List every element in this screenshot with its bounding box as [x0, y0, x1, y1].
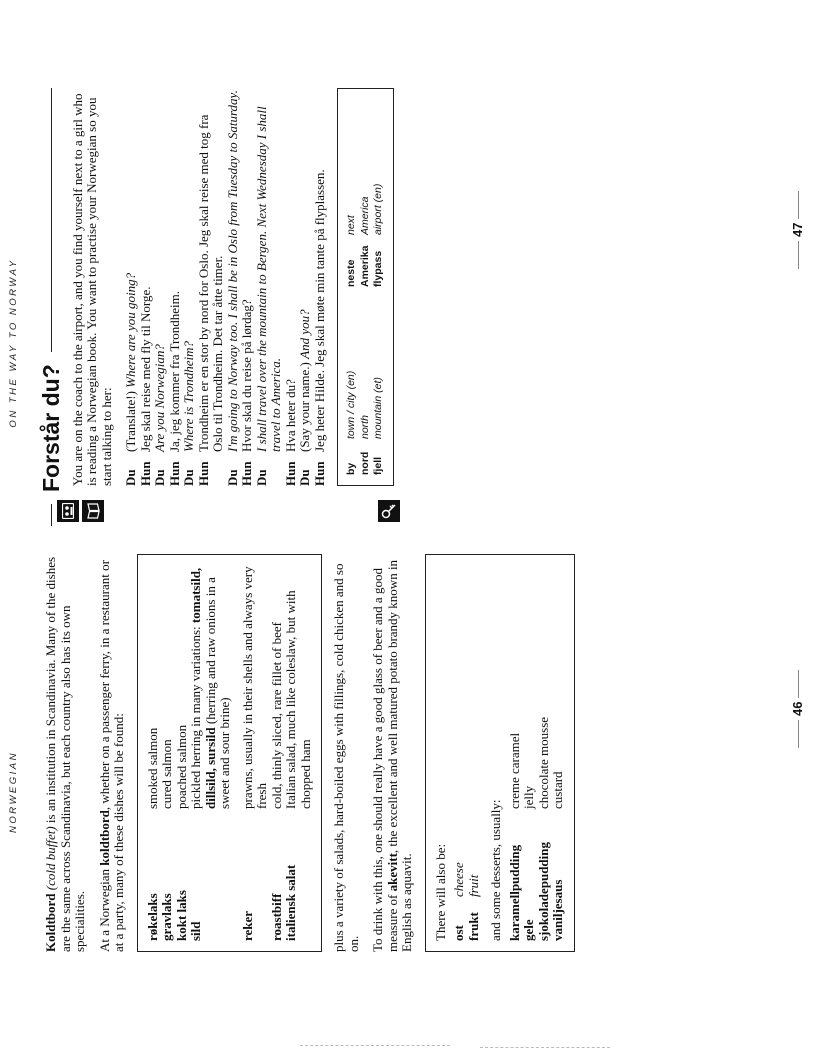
vocab-term: Amerika: [358, 245, 371, 287]
cassette-icon: [57, 500, 79, 522]
drink-text-after: , the excellent and well matured potato brandy known in English as aquavit.: [384, 559, 414, 952]
speech: Jeg skal reise med fly til Norge.: [137, 286, 153, 452]
drink-paragraph: [371, 554, 415, 952]
dish-term: italiensk salat: [283, 864, 298, 941]
dish-definition: Italian salad, much like coleslaw, but with chopped ham: [283, 590, 313, 809]
sild-variations: tomatsild, dillsild, sursild: [188, 567, 218, 809]
page-number-left: [790, 666, 805, 752]
dialogue-line: [124, 88, 139, 486]
vocab-entry: [345, 287, 359, 475]
speech-prompt: I'm going to Norway too. I shall be in Oslo from Tuesday to Saturday.: [224, 90, 240, 452]
speaker: Du: [224, 469, 240, 486]
speaker: Du: [297, 469, 312, 486]
vocab-entry: [359, 287, 373, 475]
also-term: frukt: [465, 912, 481, 941]
dessert-term: sjokoladepudding: [535, 842, 551, 941]
dish-definition: prawns, usually in their shells and always very fresh: [239, 566, 269, 809]
rule: [798, 720, 799, 748]
drink-text-before: To drink with this, one should really have a good glass of beer and a good measure of: [370, 568, 400, 952]
dialogue-line: [226, 88, 241, 486]
speech: Hva heter du?: [282, 379, 298, 452]
sild-def-note: (herring and raw onions in a sweet and sour brine): [202, 577, 232, 809]
akevitt-term: akevitt: [384, 853, 400, 892]
dish-row: [241, 563, 270, 941]
dish-definition: cold, thinly sliced, rare fillet of beef: [268, 622, 284, 809]
also-term: ost: [451, 925, 466, 941]
dialogue-line: [255, 88, 284, 486]
dish-definition: smoked salmon: [144, 727, 160, 809]
speech: [124, 88, 139, 452]
speaker: Hun: [239, 461, 254, 486]
dish-row: [146, 563, 161, 941]
speaker: Du: [123, 469, 138, 486]
speaker: Hun: [166, 461, 182, 486]
speech-prompt: Where are you going?: [123, 272, 138, 388]
speaker: Hun: [137, 461, 153, 486]
vocab-gloss: town / city (en): [345, 370, 357, 439]
dish-term: røkelaks: [144, 893, 160, 941]
dish-definition: poached salmon: [173, 724, 189, 809]
dialogue-line: [197, 88, 226, 486]
book-icon: [82, 500, 104, 522]
rule: [798, 241, 799, 269]
dish-row: [189, 563, 233, 941]
also-item: [452, 565, 467, 941]
dessert-row: [522, 565, 537, 941]
speech: Trondheim er en stor by nord for Oslo. Jeg skal reise med tog fra Oslo til Trondheim. Det tar åtte timer.: [195, 114, 225, 452]
dialogue-line: [240, 88, 255, 486]
exercise-intro: You are on the coach to the airport, and you find yourself next to a girl who is reading a Norwegian book. You want to practise your Norwegian so you start talking to her:: [69, 93, 114, 486]
left-column: [44, 554, 575, 952]
koldtbord-gloss: (cold buffet): [43, 826, 58, 891]
vocabulary-box: [337, 88, 394, 486]
speaker: Hun: [311, 461, 327, 486]
dessert-definition: chocolate mousse: [535, 716, 551, 809]
speech-prompt: Where is Trondheim?: [181, 341, 196, 452]
koldtbord-term: Koldtbord: [43, 893, 58, 952]
speech-prompt: And you?: [297, 309, 312, 359]
dessert-definition: creme caramel: [506, 732, 522, 809]
section-heading: [38, 88, 64, 526]
party-term: koldtbord: [96, 810, 112, 866]
vocab-gloss: next: [345, 215, 357, 235]
speaker: Du: [253, 469, 269, 486]
speech-prompt: I shall travel over the mountain to Bergen. Next Wednesday I shall travel to America.: [253, 106, 283, 452]
dessert-term: vaniljesaus: [550, 879, 565, 941]
rule: [798, 191, 799, 219]
dialogue-line: [182, 88, 197, 486]
vocab-gloss: airport (en): [372, 183, 384, 235]
dish-row: [160, 563, 175, 941]
dessert-row: [537, 565, 552, 941]
vocab-gloss: America: [358, 196, 371, 235]
vocab-entry: [345, 99, 359, 287]
rule: [51, 504, 52, 526]
speaker: Hun: [195, 461, 211, 486]
dessert-definition: custard: [550, 771, 565, 809]
speech: [298, 88, 313, 452]
dialogue: [124, 88, 327, 486]
dish-term: sild: [188, 921, 203, 941]
page-number-right: [790, 187, 805, 273]
vocab-entry: [359, 99, 373, 287]
speech: Ja, jeg kommer fra Trondheim.: [166, 290, 182, 452]
speaker: Du: [181, 469, 196, 486]
key-icon: [378, 500, 400, 522]
desserts-intro: and some desserts, usually:: [488, 799, 503, 941]
koldtbord-intro-text: is an institution in Scandinavia. Many of the dishes are the same across Scandinavia, but each country also has its own specialities.: [43, 556, 87, 952]
dish-row: [270, 563, 285, 941]
page-number-value: 47: [790, 222, 805, 237]
party-paragraph: [98, 554, 127, 952]
vocab-column: [345, 287, 386, 475]
speech: Jeg heter Hilde. Jeg skal møte min tante på flyplassen.: [311, 169, 327, 452]
dish-term: roastbiff: [268, 893, 284, 941]
dish-term: kokt laks: [173, 890, 189, 941]
speech-text: (Translate!): [123, 387, 138, 452]
dessert-row: [508, 565, 523, 941]
dish-row: [175, 563, 190, 941]
dessert-term: karamellpudding: [506, 844, 522, 941]
dialogue-line: [168, 88, 183, 486]
vocab-term: nord: [358, 451, 371, 475]
vocab-term: fjell: [372, 456, 384, 475]
dish-term: reker: [239, 910, 255, 941]
vocab-term: by: [345, 462, 357, 475]
vocab-entry: [372, 287, 386, 475]
page-number-value: 46: [790, 701, 805, 716]
page-46: [0, 526, 822, 1052]
also-gloss: cheese: [451, 862, 466, 897]
vocab-column: [345, 99, 386, 287]
dialogue-line: [139, 88, 154, 486]
rule: [798, 670, 799, 698]
dialogue-line: [153, 88, 168, 486]
dialogue-line: [313, 88, 328, 486]
speaker: Du: [152, 469, 167, 486]
salads-paragraph: plus a variety of salads, hard-boiled eggs with fillings, cold chicken and so on.: [331, 563, 361, 952]
right-column: [38, 88, 394, 492]
dessert-row: [551, 565, 566, 941]
also-item: [467, 565, 482, 941]
party-text-before: At a Norwegian: [96, 865, 112, 952]
dish-term: gravlaks: [159, 893, 174, 941]
speech-text: (Say your name.): [297, 358, 312, 452]
section-title: Forstår du?: [38, 364, 64, 492]
vocab-gloss: mountain (et): [372, 377, 384, 439]
also-intro: There will also be:: [432, 843, 448, 941]
dessert-term: gele: [521, 919, 536, 941]
dish-row: [284, 563, 313, 941]
party-text-after: , whether on a passenger ferry, in a restaurant or at a party, many of these dishes will be found:: [96, 560, 126, 952]
rule: [51, 88, 52, 352]
vocab-entry: [372, 99, 386, 287]
dialogue-line: [284, 88, 299, 486]
running-head-right: ON THE WAY TO NORWAY: [8, 258, 19, 428]
speaker: Hun: [282, 461, 298, 486]
speech: Hvor skal du reise på lørdag?: [239, 299, 254, 452]
dessert-box: [425, 554, 575, 952]
vocab-term: flypass: [372, 250, 384, 287]
scan-artifact: [480, 1047, 610, 1048]
dishes-box: [137, 554, 323, 952]
speech-prompt: Are you Norwegian?: [152, 344, 167, 452]
vocab-gloss: north: [358, 415, 371, 439]
dish-definition: cured salmon: [159, 739, 174, 809]
vocab-term: neste: [345, 259, 357, 287]
koldtbord-intro: [44, 554, 88, 952]
dish-definition: [189, 563, 233, 809]
running-head-left: NORWEGIAN: [8, 751, 19, 833]
also-gloss: fruit: [465, 874, 481, 897]
dialogue-line: [298, 88, 313, 486]
sild-def-text: pickled herring in many variations:: [188, 623, 203, 809]
scan-artifact: [300, 1045, 450, 1046]
dessert-definition: jelly: [521, 785, 536, 809]
